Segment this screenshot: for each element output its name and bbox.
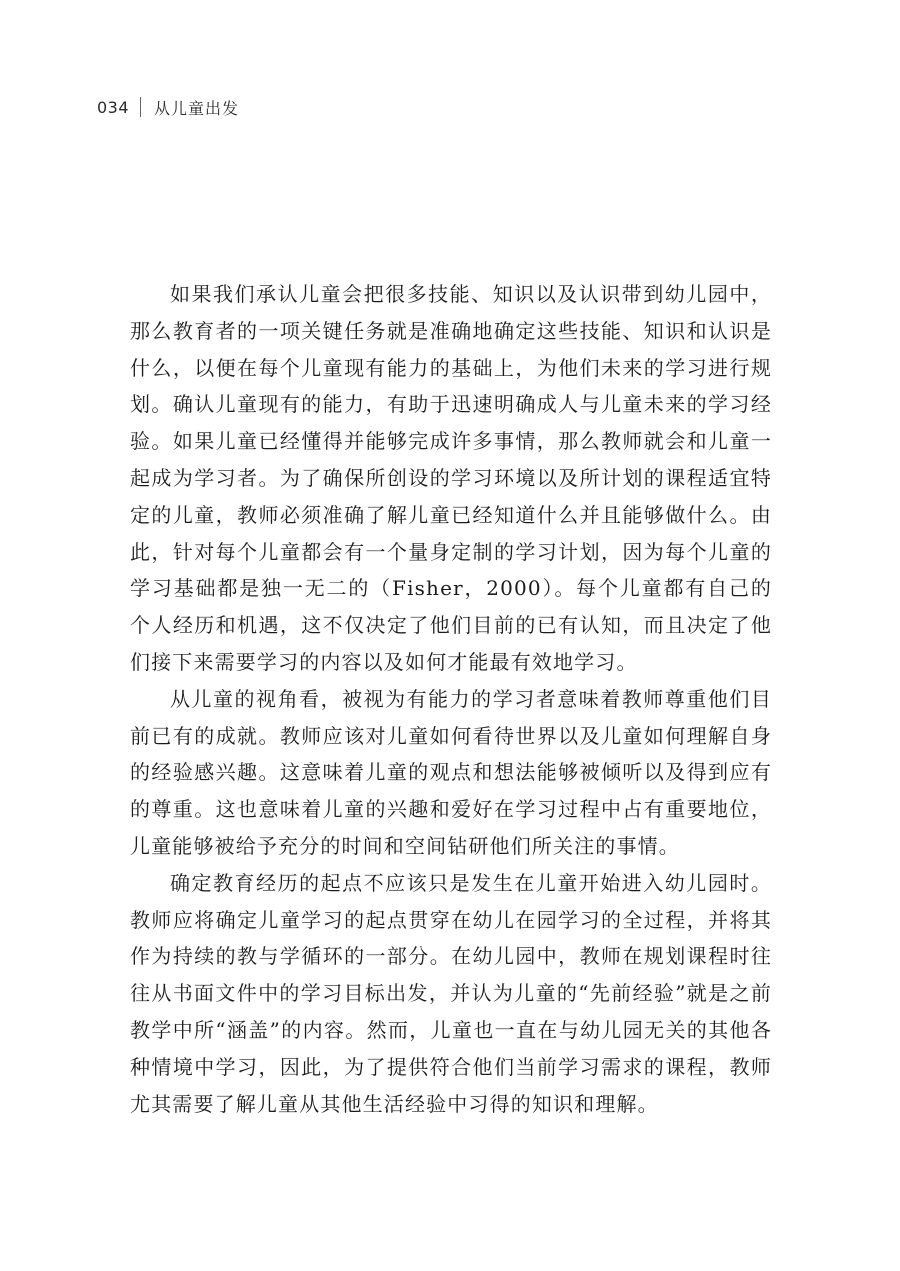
paragraph-1: 如果我们承认儿童会把很多技能、知识以及认识带到幼儿园中，那么教育者的一项关键任务就是准确地确定这些技能、知识和认识是什么，以便在每个儿童现有能力的基础上，为他们未来的学习进行规划。确认儿童现有的能力，有助于迅速明确成人与儿童未来的学习经验。如果儿童已经懂得并能够完成许多事情，那么教师就会和儿童一起成为学习者。为了确保所创设的学习环境以及所计划的课程适宜特定的儿童，教师必须准确了解儿童已经知道什么并且能够做什么。由此，针对每个儿童都会有一个量身定制的学习计划，因为每个儿童的学习基础都是独一无二的（Fisher，2000）。每个儿童都有自己的个人经历和机遇，这不仅决定了他们目前的已有认知，而且决定了他们接下来需要学习的内容以及如何才能最有效地学习。: [130, 282, 772, 674]
body-text: [130, 276, 772, 1122]
paragraph-3: 确定教育经历的起点不应该只是发生在儿童开始进入幼儿园时。教师应将确定儿童学习的起点贯穿在幼儿在园学习的全过程，并将其作为持续的教与学循环的一部分。在幼儿园中，教师在规划课程时往往从书面文件中的学习目标出发，并认为儿童的“先前经验”就是之前教学中所“涵盖”的内容。然而，儿童也一直在与幼儿园无关的其他各种情境中学习，因此，为了提供符合他们当前学习需求的课程，教师尤其需要了解儿童从其他生活经验中习得的知识和理解。: [130, 870, 772, 1116]
page-header: [97, 94, 239, 120]
header-divider: [140, 97, 141, 117]
running-title: 从儿童出发: [154, 98, 240, 118]
paragraph-2: 从儿童的视角看，被视为有能力的学习者意味着教师尊重他们目前已有的成就。教师应该对儿童如何看待世界以及儿童如何理解自身的经验感兴趣。这意味着儿童的观点和想法能够被倾听以及得到应有的尊重。这也意味着儿童的兴趣和爱好在学习过程中占有重要地位，儿童能够被给予充分的时间和空间钻研他们所关注的事情。: [130, 686, 772, 858]
page-number: 034: [97, 97, 130, 117]
